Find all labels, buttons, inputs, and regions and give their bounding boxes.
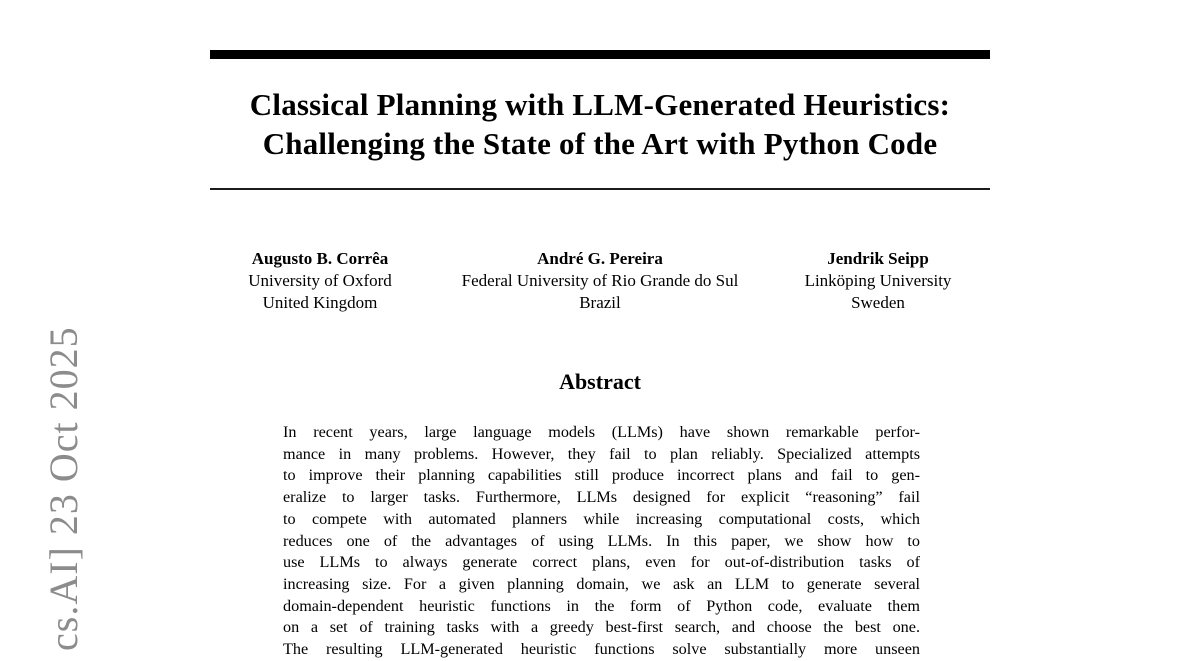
author-affiliation: Linköping University xyxy=(804,271,952,290)
author-name: André G. Pereira xyxy=(537,249,663,268)
author-affiliation: University of Oxford xyxy=(248,271,392,290)
abstract-line: reduces one of the advantages of using LLMs. In this paper, we show how to xyxy=(283,531,920,550)
author-country: United Kingdom xyxy=(262,293,378,312)
title-rule xyxy=(210,188,990,190)
abstract-line: on a set of training tasks with a greedy best-first search, and choose the best one. xyxy=(283,618,920,637)
author-name: Augusto B. Corrêa xyxy=(251,249,389,268)
abstract-line: eralize to larger tasks. Furthermore, LLMs designed for explicit “reasoning” fail xyxy=(283,488,920,507)
author-country: Brazil xyxy=(579,293,621,312)
abstract-line: In recent years, large language models (LLMs) have shown remarkable perfor- xyxy=(283,423,920,441)
author-affiliation: Federal University of Rio Grande do Sul xyxy=(461,271,739,290)
paper-title-line-2: Challenging the State of the Art with Python Code xyxy=(262,126,938,161)
author-country: Sweden xyxy=(851,293,905,312)
abstract-line: increasing size. For a given planning domain, we ask an LLM to generate several xyxy=(283,574,920,593)
abstract-line: domain-dependent heuristic functions in the form of Python code, evaluate them xyxy=(283,596,920,615)
abstract-line: mance in many problems. However, they fail to plan reliably. Specialized attempts xyxy=(283,444,920,463)
author-block-1 xyxy=(190,248,450,314)
arxiv-watermark: cs.AI] 23 Oct 2025 xyxy=(41,326,86,651)
author-name: Jendrik Seipp xyxy=(827,249,929,268)
abstract-body xyxy=(283,422,920,661)
abstract-heading: Abstract xyxy=(559,369,641,394)
abstract-line: to improve their planning capabilities still produce incorrect plans and fail to gen- xyxy=(283,466,920,485)
abstract-line: The resulting LLM-generated heuristic functions solve substantially more unseen xyxy=(283,640,920,659)
paper-title-line-1: Classical Planning with LLM-Generated Heuristics: xyxy=(249,87,951,122)
paper-title xyxy=(210,85,990,163)
abstract-line: to compete with automated planners while increasing computational costs, which xyxy=(283,509,920,528)
author-block-2 xyxy=(435,248,765,314)
top-rule xyxy=(210,50,990,59)
abstract-line: use LLMs to always generate correct plans, even for out-of-distribution tasks of xyxy=(283,553,920,572)
author-block-3 xyxy=(745,248,1011,314)
